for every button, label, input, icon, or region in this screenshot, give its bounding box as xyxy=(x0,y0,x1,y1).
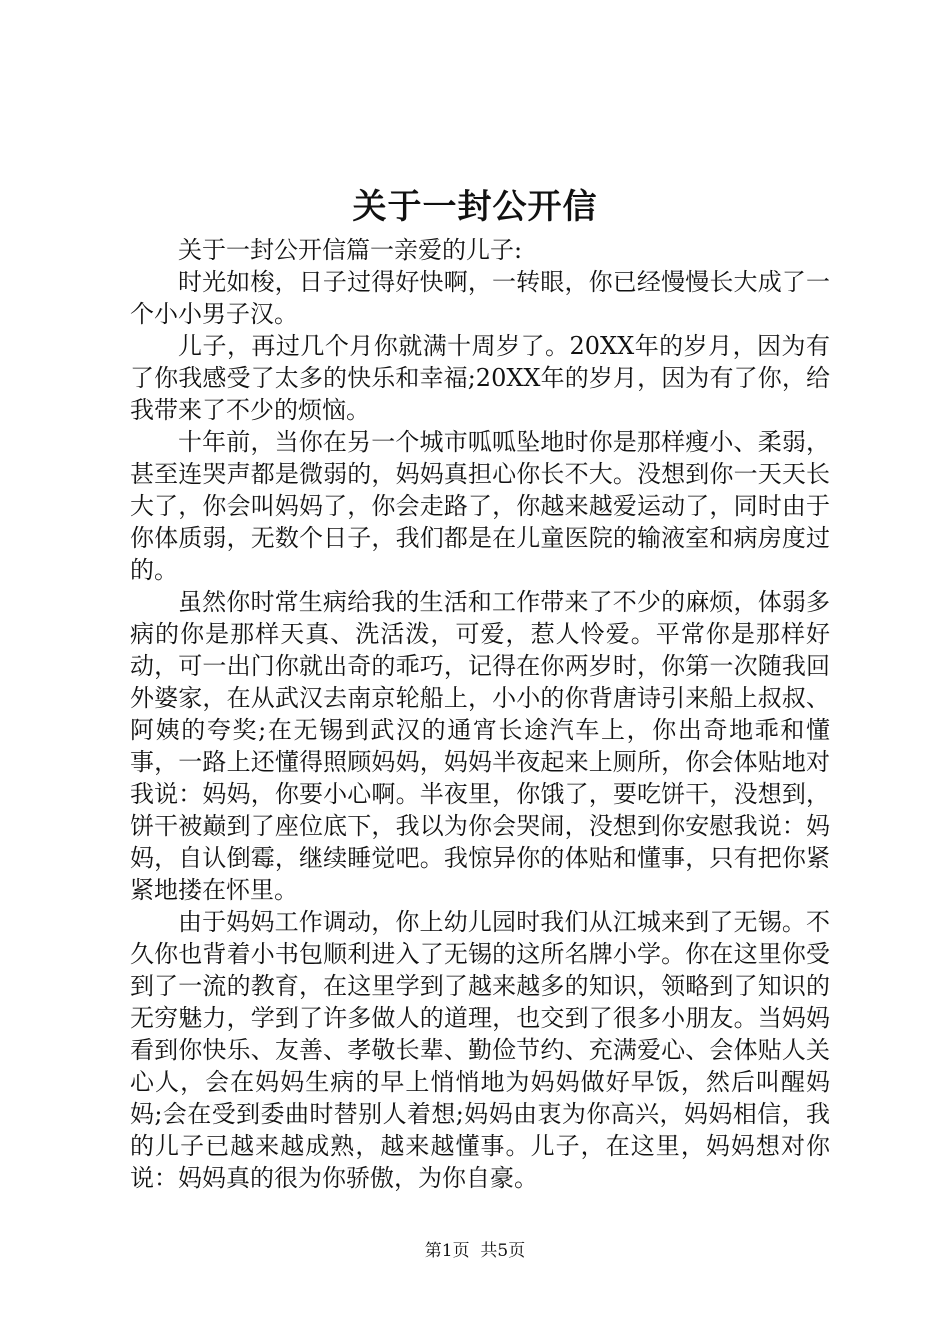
paragraph-5: 由于妈妈工作调动，你上幼儿园时我们从江城来到了无锡。不久你也背着小书包顺利进入了无锡的这所名牌小学。你在这里你受到了一流的教育，在这里学到了越来越多的知识，领略到了知识的无穷魅力，学到了许多做人的道理，也交到了很多小朋友。当妈妈看到你快乐、友善、孝敬长辈、勤俭节约、充满爱心、会体贴人关心人，会在妈妈生病的早上悄悄地为妈妈做好早饭，然后叫醒妈妈;会在受到委曲时替别人着想;妈妈由衷为你高兴，妈妈相信，我的儿子已越来越成熟，越来越懂事。儿子，在这里，妈妈想对你说：妈妈真的很为你骄傲，为你自豪。 xyxy=(130,908,830,1192)
letter-body xyxy=(130,234,830,1194)
paragraph-2: 儿子，再过几个月你就满十周岁了。20XX年的岁月，因为有了你我感受了太多的快乐和幸福;20XX年的岁月，因为有了你，给我带来了不少的烦恼。 xyxy=(130,332,830,424)
paragraph-greeting: 关于一封公开信篇一亲爱的儿子: xyxy=(178,236,523,264)
paragraph-3: 十年前，当你在另一个城市呱呱坠地时你是那样瘦小、柔弱，甚至连哭声都是微弱的，妈妈真担心你长不大。没想到你一天天长大了，你会叫妈妈了，你会走路了，你越来越爱运动了，同时由于你体质弱，无数个日子，我们都是在儿童医院的输液室和病房度过的。 xyxy=(130,428,830,584)
page-title: 关于一封公开信 xyxy=(352,187,598,227)
paragraph-4: 虽然你时常生病给我的生活和工作带来了不少的麻烦，体弱多病的你是那样天真、洗活泼，可爱，惹人怜爱。平常你是那样好动，可一出门你就出奇的乖巧，记得在你两岁时，你第一次随我回外婆家，在从武汉去南京轮船上，小小的你背唐诗引来船上叔叔、阿姨的夸奖;在无锡到武汉的通宵长途汽车上，你出奇地乖和懂事，一路上还懂得照顾妈妈，妈妈半夜起来上厕所，你会体贴地对我说：妈妈，你要小心啊。半夜里，你饿了，要吃饼干，没想到，饼干被巅到了座位底下，我以为你会哭闹，没想到你安慰我说：妈妈，自认倒霉，继续睡觉吧。我惊异你的体贴和懂事，只有把你紧紧地搂在怀里。 xyxy=(130,588,830,904)
page-number-footer: 第1页 共5页 xyxy=(424,1241,526,1261)
paragraph-1: 时光如梭，日子过得好快啊，一转眼，你已经慢慢长大成了一个小小男子汉。 xyxy=(130,268,830,328)
